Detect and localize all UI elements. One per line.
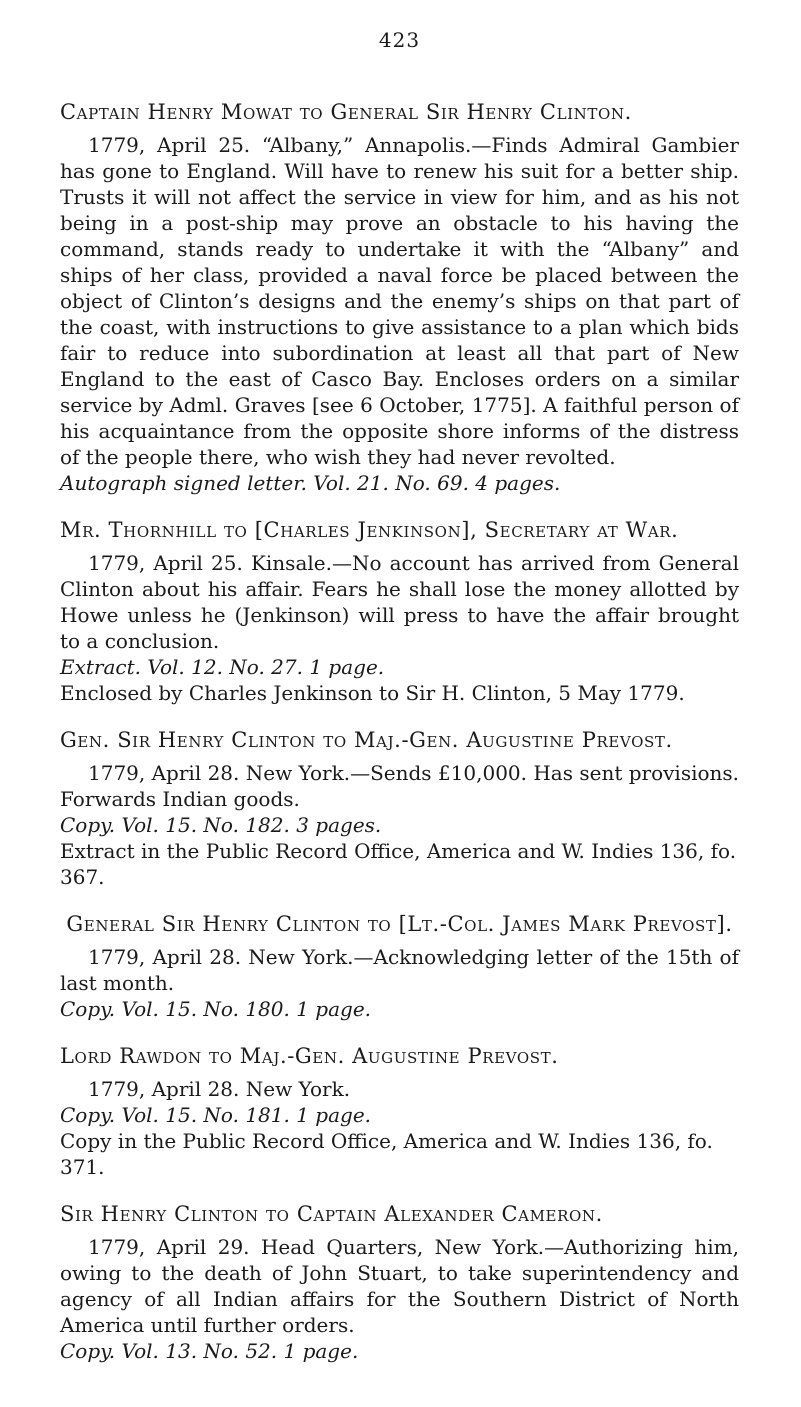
citation-text: Extract. Vol. 12. No. 27. 1 page. — [60, 655, 385, 679]
calendar-entry — [60, 1202, 739, 1364]
entry-citation — [60, 812, 739, 838]
entry-body: 1779, April 29. Head Quarters, New York.—Authorizing him, owing to the death of John Stuart, to take superintendency and agency of all Indian affairs for the Southern District of North America until further orders. — [60, 1235, 739, 1337]
entry-citation — [60, 1102, 739, 1128]
calendar-entry — [60, 728, 739, 890]
entry-note: Extract in the Public Record Office, America and W. Indies 136, fo. 367. — [60, 839, 737, 889]
citation-text: Autograph signed letter. Vol. 21. No. 69. 4 pages. — [60, 471, 561, 495]
entry-citation — [60, 470, 739, 496]
entry-heading: General Sir Henry Clinton to [Lt.-Col. James Mark Prevost]. — [66, 912, 733, 936]
page-number: 423 — [378, 28, 421, 52]
citation-text: Copy. Vol. 15. No. 181. 1 page. — [60, 1103, 372, 1127]
calendar-entry — [60, 1044, 739, 1180]
entry-note: Copy in the Public Record Office, America and W. Indies 136, fo. 371. — [60, 1129, 713, 1179]
citation-text: Copy. Vol. 15. No. 182. 3 pages. — [60, 813, 382, 837]
entry-body: 1779, April 25. “Albany,” Annapolis.—Finds Admiral Gambier has gone to England. Will have to renew his suit for a better ship. Trusts it will not affect the service in view for him, and as his not being in a post-ship may prove an obstacle to his having the command, stands ready to undertake it with the “Albany” and ships of her class, provided a naval force be placed between the object of Clinton’s designs and the enemy’s ships on that part of the coast, with instructions to give assistance to a plan which bids fair to reduce into subordination at least all that part of New England to the east of Casco Bay. Encloses orders on a similar service by Adml. Graves [see 6 October, 1775]. A faithful person of his acquaintance from the opposite shore informs of the distress of the people there, who wish they had never revolted. — [60, 133, 739, 469]
calendar-entry — [60, 912, 739, 1022]
entry-note: Enclosed by Charles Jenkinson to Sir H. Clinton, 5 May 1779. — [60, 681, 685, 705]
entry-heading: Lord Rawdon to Maj.-Gen. Augustine Prevost. — [60, 1044, 559, 1068]
entry-body: 1779, April 28. New York.—Acknowledging letter of the 15th of last month. — [60, 945, 739, 995]
entry-citation — [60, 654, 739, 680]
entry-heading: Sir Henry Clinton to Captain Alexander Cameron. — [60, 1202, 603, 1226]
calendar-entry — [60, 100, 739, 496]
entry-body: 1779, April 28. New York. — [88, 1077, 351, 1101]
entry-heading: Gen. Sir Henry Clinton to Maj.-Gen. Augustine Prevost. — [60, 728, 673, 752]
calendar-entry — [60, 518, 739, 706]
entry-body: 1779, April 28. New York.—Sends £10,000. Has sent provisions. Forwards Indian goods. — [60, 761, 740, 811]
entry-citation — [60, 1338, 739, 1364]
entry-citation — [60, 996, 739, 1022]
citation-text: Copy. Vol. 15. No. 180. 1 page. — [60, 997, 372, 1021]
entry-heading: Captain Henry Mowat to General Sir Henry Clinton. — [60, 100, 632, 124]
citation-text: Copy. Vol. 13. No. 52. 1 page. — [60, 1339, 359, 1363]
entry-heading: Mr. Thornhill to [Charles Jenkinson], Secretary at War. — [60, 518, 679, 542]
entry-body: 1779, April 25. Kinsale.—No account has arrived from General Clinton about his affair. Fears he shall lose the money allotted by Howe unless he (Jenkinson) will press to have the affair brought to a conclusion. — [60, 551, 739, 653]
